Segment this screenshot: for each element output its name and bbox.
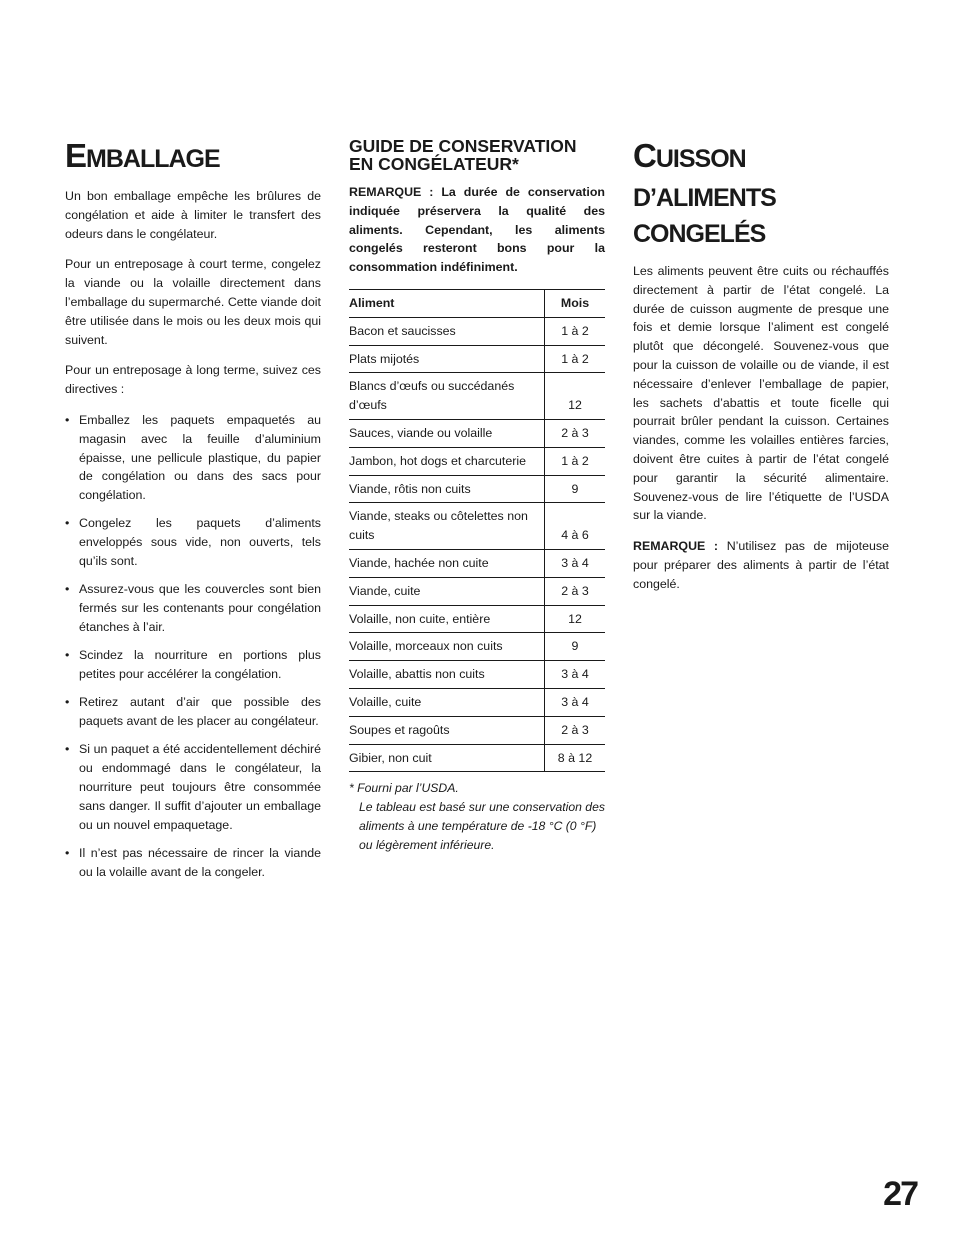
months-cell: 2 à 3 (545, 577, 606, 605)
bullet-item: • Assurez-vous que les couvercles sont bien fermés sur les contenants pour congélation étanches à l’air. (65, 580, 321, 636)
table-row (349, 373, 605, 420)
food-cell: Gibier, non cuit (349, 744, 545, 772)
bullet-item: • Congelez les paquets d’aliments enveloppés sous vide, non ouverts, tels qu’ils sont. (65, 514, 321, 570)
months-cell: 8 à 12 (545, 744, 606, 772)
months-cell: 1 à 2 (545, 317, 606, 345)
table-row (349, 345, 605, 373)
packaging-para-1: Un bon emballage empêche les brûlures de congélation et aide à limiter le transfert des odeurs dans le congélateur. (65, 189, 321, 241)
guide-title (349, 137, 605, 173)
footnote-temperature: Le tableau est basé sur une conservation des aliments à une température de -18 °C (0 °F) ou légèrement inférieure. (359, 800, 605, 852)
freezer-guide-section (349, 130, 605, 855)
cooking-title-cap: C (633, 137, 656, 174)
bullet-item: • Scindez la nourriture en portions plus petites pour accélérer la congélation. (65, 646, 321, 684)
guide-title-line-2: EN CONGÉLATEUR* (349, 154, 519, 174)
table-row (349, 475, 605, 503)
months-cell: 3 à 4 (545, 549, 606, 577)
packaging-title (65, 138, 321, 177)
months-cell: 9 (545, 475, 606, 503)
storage-table (349, 289, 605, 772)
table-row (349, 744, 605, 772)
table-header-row (349, 289, 605, 317)
packaging-section (65, 130, 321, 891)
frozen-cooking-section (633, 130, 889, 606)
food-cell: Plats mijotés (349, 345, 545, 373)
cooking-note (633, 537, 889, 593)
months-cell: 12 (545, 373, 606, 420)
cooking-title-line-2: CONGELÉS (633, 220, 766, 248)
months-cell: 3 à 4 (545, 688, 606, 716)
months-cell: 4 à 6 (545, 503, 606, 550)
food-cell: Volaille, abattis non cuits (349, 661, 545, 689)
packaging-para-2: Pour un entreposage à court terme, congelez la viande ou la volaille directement dans l’emballage du supermarché. Cette viande doit être utilisée dans le mois ou les deux mois qui suivent. (65, 257, 321, 347)
cooking-note-text: N’utilisez pas de mijoteuse pour préparer des aliments à partir de l’état congelé. (633, 539, 889, 591)
food-cell: Viande, hachée non cuite (349, 549, 545, 577)
table-row (349, 577, 605, 605)
guide-note: REMARQUE : La durée de conservation indiquée préservera la qualité des aliments. Cependant, les aliments congelés resteront bons pour la consommation indéfiniment. (349, 185, 605, 275)
footnote-source: * Fourni par l’USDA. (349, 781, 459, 796)
food-cell: Blancs d’œufs ou succédanés d’œufs (349, 373, 545, 420)
months-cell: 9 (545, 633, 606, 661)
table-row (349, 549, 605, 577)
header-food: Aliment (349, 289, 545, 317)
table-footnote (349, 779, 605, 854)
bullet-item: • Si un paquet a été accidentellement déchiré ou endommagé dans le congélateur, la nourriture peut toujours être consommée sans danger. Il suffit d’ajouter un emballage ou un nouvel empaquetage. (65, 740, 321, 834)
packaging-title-cap: E (65, 137, 87, 174)
food-cell: Viande, steaks ou côtelettes non cuits (349, 503, 545, 550)
packaging-bullet-list (65, 411, 321, 882)
food-cell: Volaille, cuite (349, 688, 545, 716)
food-cell: Volaille, morceaux non cuits (349, 633, 545, 661)
cooking-title (633, 138, 889, 252)
table-row (349, 661, 605, 689)
table-row (349, 605, 605, 633)
food-cell: Jambon, hot dogs et charcuterie (349, 447, 545, 475)
packaging-para-3: Pour un entreposage à long terme, suivez ces directives : (65, 363, 321, 397)
packaging-title-rest: MBALLAGE (86, 145, 220, 173)
food-cell: Viande, cuite (349, 577, 545, 605)
cooking-title-line-1 (633, 138, 889, 216)
months-cell: 12 (545, 605, 606, 633)
months-cell: 3 à 4 (545, 661, 606, 689)
guide-title-line-1: GUIDE DE CONSERVATION (349, 136, 577, 156)
table-row (349, 688, 605, 716)
months-cell: 2 à 3 (545, 419, 606, 447)
table-row (349, 503, 605, 550)
header-months: Mois (545, 289, 606, 317)
cooking-title-rest: UISSON D’ALIMENTS (633, 145, 776, 212)
months-cell: 2 à 3 (545, 716, 606, 744)
table-row (349, 716, 605, 744)
food-cell: Soupes et ragoûts (349, 716, 545, 744)
food-cell: Sauces, viande ou volaille (349, 419, 545, 447)
food-cell: Volaille, non cuite, entière (349, 605, 545, 633)
food-cell: Bacon et saucisses (349, 317, 545, 345)
bullet-item: • Il n’est pas nécessaire de rincer la viande ou la volaille avant de la congeler. (65, 844, 321, 882)
table-row (349, 633, 605, 661)
table-row (349, 317, 605, 345)
cooking-note-label: REMARQUE : (633, 539, 719, 554)
table-row (349, 419, 605, 447)
months-cell: 1 à 2 (545, 345, 606, 373)
page-number: 27 (883, 1175, 917, 1213)
months-cell: 1 à 2 (545, 447, 606, 475)
table-row (349, 447, 605, 475)
bullet-item: • Retirez autant d’air que possible des paquets avant de les placer au congélateur. (65, 693, 321, 731)
food-cell: Viande, rôtis non cuits (349, 475, 545, 503)
cooking-para-1: Les aliments peuvent être cuits ou réchauffés directement à partir de l’état congelé. La durée de cuisson augmente de presque une fois et demie lorsque l’aliment est congelé plutôt que décongelé. Souvenez-vous que pour la cuisson de volaille ou de viande, il est nécessaire d’enlever l’emballage de papier, les sachets d’abattis et toute ficelle qui pourrait brûler pendant la cuisson. Certaines viandes, comme les volailles entières farcies, doivent être cuites à partir de l’état congelé pour garantir la sécurité alimentaire. Souvenez-vous de lire l’étiquette de l’USDA sur la viande. (633, 264, 889, 523)
bullet-item: • Emballez les paquets empaquetés au magasin avec la feuille d’aluminium épaisse, une pellicule plastique, du papier de congélation ou dans des sacs pour congélation. (65, 411, 321, 505)
